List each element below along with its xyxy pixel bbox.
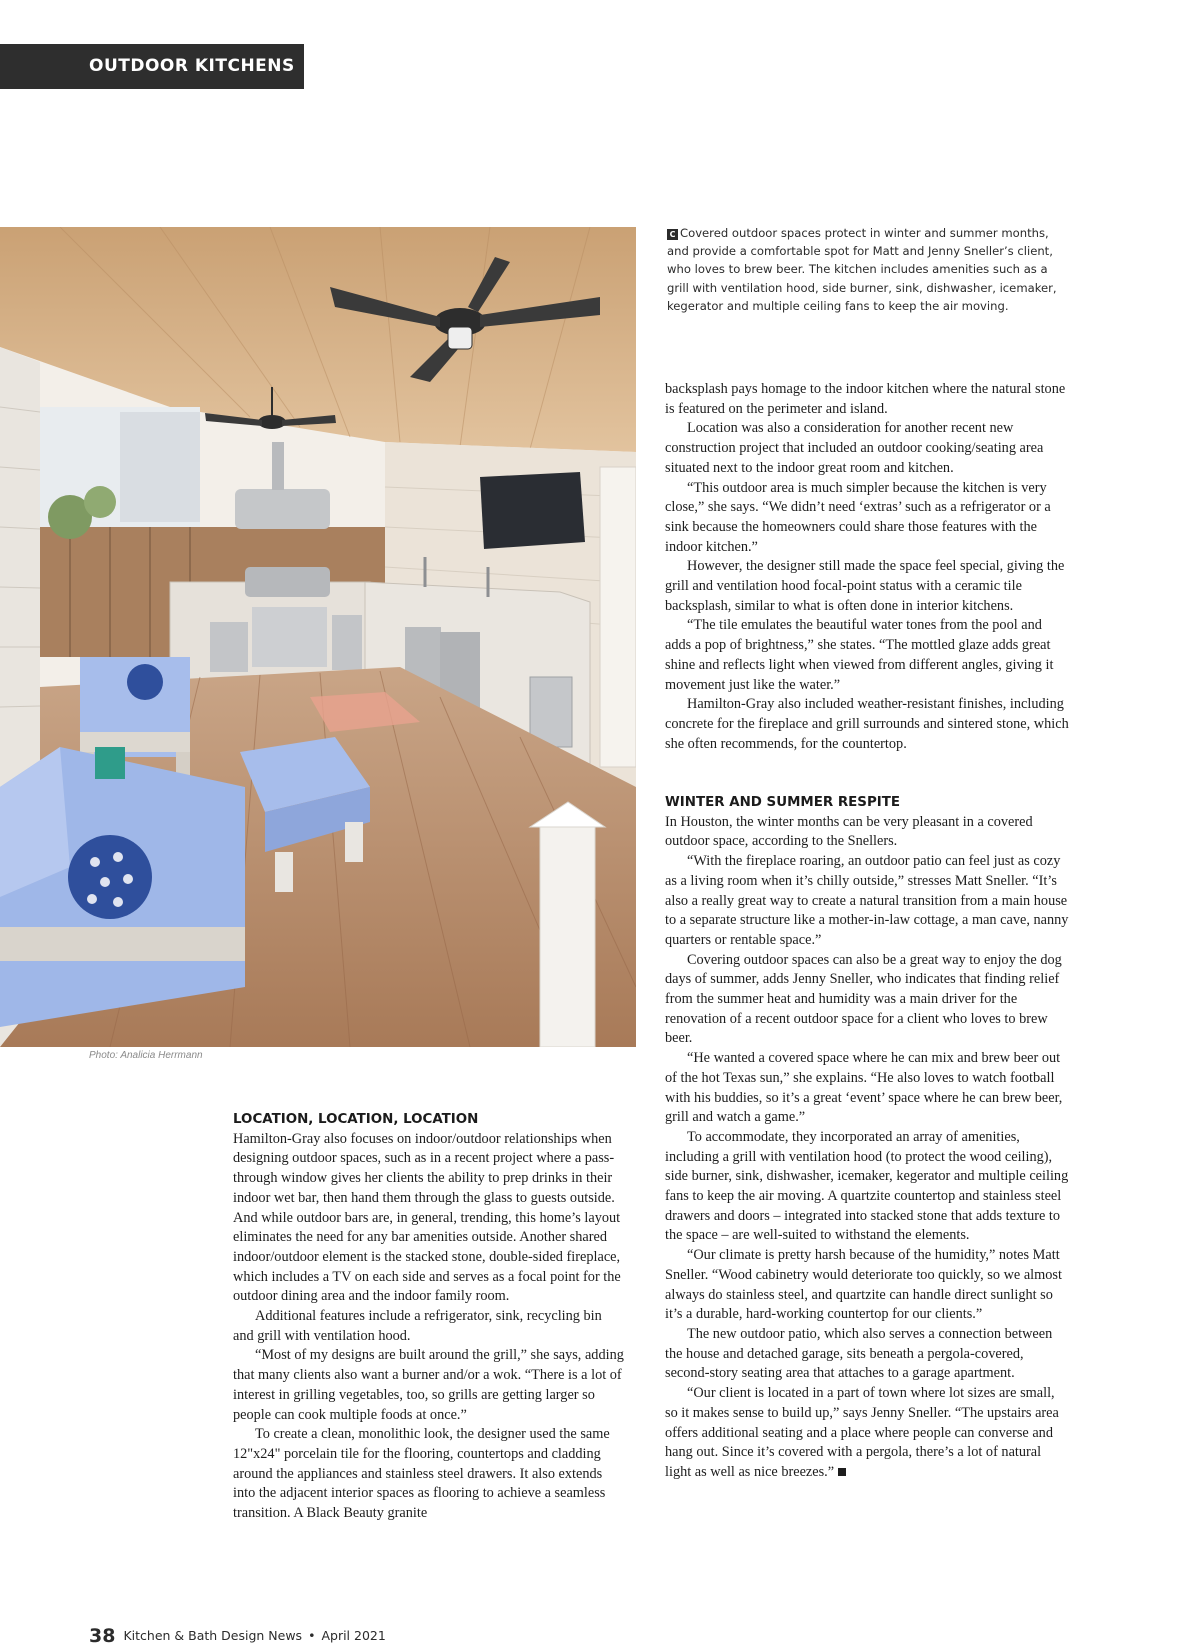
paragraph [665,1384,1070,1483]
paragraph: In Houston, the winter months can be very pleasant in a covered outdoor space, according to the Snellers. [665,813,1033,850]
right-column-top [665,380,1070,754]
section-heading: LOCATION, LOCATION, LOCATION [233,1112,479,1127]
paragraph: “Most of my designs are built around the grill,” she says, adding that many clients also want a burner and/or a wok. “There is a lot of interest in grilling vegetables, too, so grills are getting larger so people can cook multiple foods at once.” [233,1347,624,1423]
outdoor-kitchen-photo [0,227,636,1047]
paragraph: Hamilton-Gray also included weather-resistant finishes, including concrete for the fireplace and grill surrounds and sintered stone, which she often recommends, for the countertop. [665,696,1069,752]
grill [245,567,330,597]
paragraph: “This outdoor area is much simpler because the kitchen is very close,” she says. “We didn’t need ‘extras’ such as a refrigerator or a sink because the homeowners could share those features with the indoor kitchen.” [665,479,1051,555]
section-tag: OUTDOOR KITCHENS [0,44,304,89]
paragraph: Covering outdoor spaces can also be a great way to enjoy the dog days of summer, adds Jenny Sneller, who indicates that finding relief from the summer heat and humidity was a main driver for the renovation of a recent outdoor space for a client who loves to brew beer. [665,951,1062,1047]
page-number: 38 [89,1625,116,1647]
caption-text: Covered outdoor spaces protect in winter and summer months, and provide a comfortable spot for Matt and Jenny Sneller’s client, who loves to brew beer. The kitchen includes amenities such as a grill with ventilation hood, side burner, sink, dishwasher, icemaker, kegerator and multiple ceiling fans to keep the air moving. [667,226,1057,313]
paragraph: “Our climate is pretty harsh because of the humidity,” notes Matt Sneller. “Wood cabinetry would deteriorate too quickly, so we almost always do stainless steel, and quartzite can handle direct sunlight so it’s a durable, hard-working countertop for our clients.” [665,1247,1062,1323]
paragraph: Hamilton-Gray also focuses on indoor/outdoor relationships when designing outdoor spaces, such as in a recent project where a pass-through window gives her clients the ability to prep drinks in their indoor wet bar, then hand them through the glass to guests outside. And while outdoor bars are, in general, trending, this home’s layout eliminates the need for any bar amenities outside. Another shared indoor/outdoor element is the stacked stone, double-sided fireplace, which includes a TV on each side and serves as a focal point for the outdoor dining area and the indoor family room. [233,1130,621,1305]
paragraph: backsplash pays homage to the indoor kitchen where the natural stone is featured on the perimeter and island. [665,381,1066,417]
paragraph: “He wanted a covered space where he can mix and brew beer out of the hot Texas sun,” she explains. “He also loves to watch football with his buddies, so it’s a great ‘event’ space where he can brew beer, grill and watch a game.” [665,1050,1063,1126]
ventilation-hood [235,489,330,529]
photo-illustration [0,227,636,1047]
section-heading: WINTER AND SUMMER RESPITE [665,795,901,810]
paragraph: However, the designer still made the space feel special, giving the grill and ventilation hood focal-point status with a ceramic tile backsplash, similar to what is often done in interior kitchens. [665,558,1065,614]
paragraph: The new outdoor patio, which also serves a connection between the house and detached garage, sits beneath a pergola-covered, second-story seating area that attaches to a garage apartment. [665,1325,1053,1382]
tv [480,472,585,549]
paragraph: “The tile emulates the beautiful water tones from the pool and adds a pop of brightness,” she states. “The mottled glaze adds great shine and reflects light when viewed from different angles, giving it movement just like the water.” [665,617,1054,693]
caption-marker-icon: C [667,229,678,240]
right-column-bottom [665,793,1070,1483]
photo-credit: Photo: Analicia Herrmann [89,1050,203,1061]
left-column [233,1110,625,1524]
paragraph: To accommodate, they incorporated an array of amenities, including a grill with ventilation hood (to protect the wood ceiling), side burner, sink, dishwasher, icemaker, kegerator and multiple ceiling fans to keep the air moving. A quartzite countertop and stainless steel drawers and doors – integrated into stacked stone that adds texture to the space – are well-suited to withstand the elements. [665,1128,1069,1244]
paragraph: Location was also a consideration for another recent new construction project that included an outdoor cooking/seating area situated next to the indoor great room and kitchen. [665,420,1044,476]
issue-date: April 2021 [321,1628,386,1643]
end-of-article-icon [838,1468,846,1476]
paragraph-text: “Our client is located in a part of town where lot sizes are small, so it makes sense to build up,” says Jenny Sneller. “The upstairs area offers additional seating and a place where people can converse and hang out. Since it’s covered with a pergola, there’s a lot of natural light as well as nice breezes.” [665,1385,1059,1480]
paragraph: “With the fireplace roaring, an outdoor patio can feel just as cozy as a living room when it’s chilly outside,” stresses Matt Sneller. “It’s also a really great way to create a natural transition from a main house to a separate structure like a mother-in-law cottage, a man cave, nanny quarters or rentable space.” [665,853,1069,948]
paragraph: To create a clean, monolithic look, the designer used the same 12"x24" porcelain tile for the flooring, countertops and cladding around the appliances and stainless steel drawers. It also extends into the adjacent interior spaces as flooring to achieve a seamless transition. A Black Beauty granite [233,1426,610,1522]
page-footer [89,1625,386,1647]
patterned-pillow [68,835,152,919]
publication-name: Kitchen & Bath Design News [123,1628,303,1643]
paragraph: Additional features include a refrigerator, sink, recycling bin and grill with ventilation hood. [233,1308,602,1344]
footer-separator: • [308,1628,316,1643]
photo-caption [667,224,1067,315]
